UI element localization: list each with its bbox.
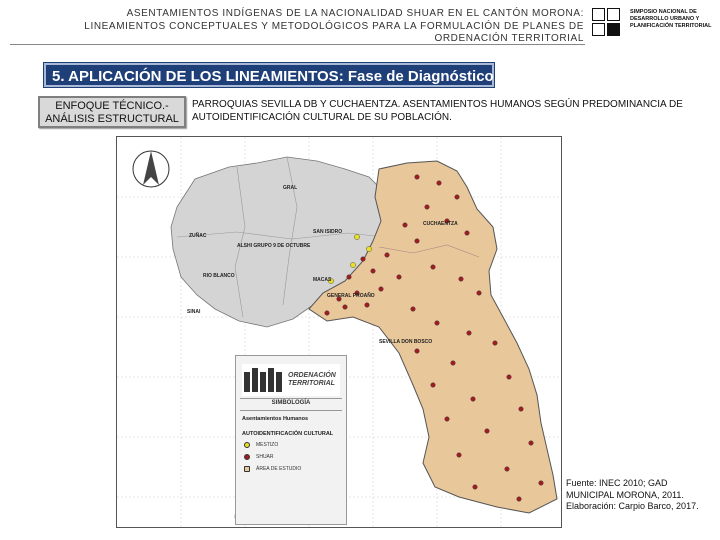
header-title xyxy=(24,8,584,46)
source-line-1: Fuente: INEC 2010; GAD xyxy=(566,478,668,488)
legend-logo-line-1: ORDENACIÓN xyxy=(288,372,336,379)
place-label: GRAL xyxy=(283,185,298,191)
legend-heading: SIMBOLOGÍA xyxy=(271,400,311,406)
header-divider xyxy=(10,44,585,45)
place-label: CUCHAENTZA xyxy=(423,221,458,227)
section-banner: 5. APLICACIÓN DE LOS LINEAMIENTOS: Fase de Diagnóstico xyxy=(44,63,494,87)
source-line-3: Elaboración: Carpio Barco, 2017. xyxy=(566,501,699,511)
place-label: RIO BLANCO xyxy=(203,273,235,279)
logo-line-2: DESARROLLO URBANO Y xyxy=(630,16,700,22)
mestizo-dot-icon xyxy=(244,442,250,448)
header-line-1: ASENTAMIENTOS INDÍGENAS DE LA NACIONALIDAD SHUAR EN EL CANTÓN MORONA: xyxy=(126,8,584,19)
legend-group: Asentamientos Humanos xyxy=(242,416,309,422)
place-label: GENERAL PROAÑO xyxy=(327,293,375,299)
logo-text xyxy=(630,9,711,30)
place-label: ZUÑAC xyxy=(189,233,207,239)
map-panel xyxy=(116,136,562,528)
logo-square-icon xyxy=(592,8,605,21)
logo-square-icon xyxy=(607,8,620,21)
place-label: MACAS xyxy=(313,277,332,283)
north-arrow-icon xyxy=(133,151,169,187)
logo-line-3: PLANIFICACIÓN TERRITORIAL xyxy=(630,23,712,29)
legend-subgroup: AUTOIDENTIFICACIÓN CULTURAL xyxy=(242,431,334,437)
place-label: ALSHI GRUPO 9 DE OCTUBRE xyxy=(237,243,311,249)
legend-label: ÁREA DE ESTUDIO xyxy=(256,466,302,472)
place-label: SEVILLA DON BOSCO xyxy=(379,339,433,345)
legend-item-study-area xyxy=(244,466,301,472)
legend-label: SHUAR xyxy=(256,454,274,460)
logo-square-icon xyxy=(592,23,605,36)
legend-logo-line-2: TERRITORIAL xyxy=(288,380,335,387)
ordenacion-logo xyxy=(242,364,340,396)
legend-divider xyxy=(240,410,342,411)
place-label: SAN ISIDRO xyxy=(313,229,343,235)
shuar-dot-icon xyxy=(244,454,250,460)
place-label: SINAI xyxy=(187,309,201,315)
approach-box xyxy=(38,96,186,128)
header-line-2: LINEAMIENTOS CONCEPTUALES Y METODOLÓGICOS PARA LA FORMULACIÓN DE PLANES DE xyxy=(84,20,584,32)
study-area-swatch-icon xyxy=(244,466,250,472)
logo-line-1: SIMPOSIO NACIONAL DE xyxy=(630,9,697,15)
legend-item-mestizo xyxy=(244,442,278,448)
legend-label: MESTIZO xyxy=(256,442,279,448)
header-line-3: ORDENACIÓN TERRITORIAL xyxy=(434,33,584,44)
symposium-logo xyxy=(592,6,714,42)
legend-divider xyxy=(240,398,342,399)
source-line-2: MUNICIPAL MORONA, 2011. xyxy=(566,489,684,500)
map-legend xyxy=(235,355,347,525)
approach-line-1: ENFOQUE TÉCNICO.- xyxy=(55,100,169,112)
panel-title: PARROQUIAS SEVILLA DB Y CUCHAENTZA. ASENTAMIENTOS HUMANOS SEGÚN PREDOMINANCIA DE AUTOIDENTIFICACIÓN CULTURAL DE SU POBLACIÓN. xyxy=(192,99,683,123)
source-note xyxy=(566,478,716,513)
legend-item-shuar xyxy=(244,454,274,460)
approach-line-2: ANÁLISIS ESTRUCTURAL xyxy=(45,113,179,125)
logo-square-icon xyxy=(607,23,620,36)
